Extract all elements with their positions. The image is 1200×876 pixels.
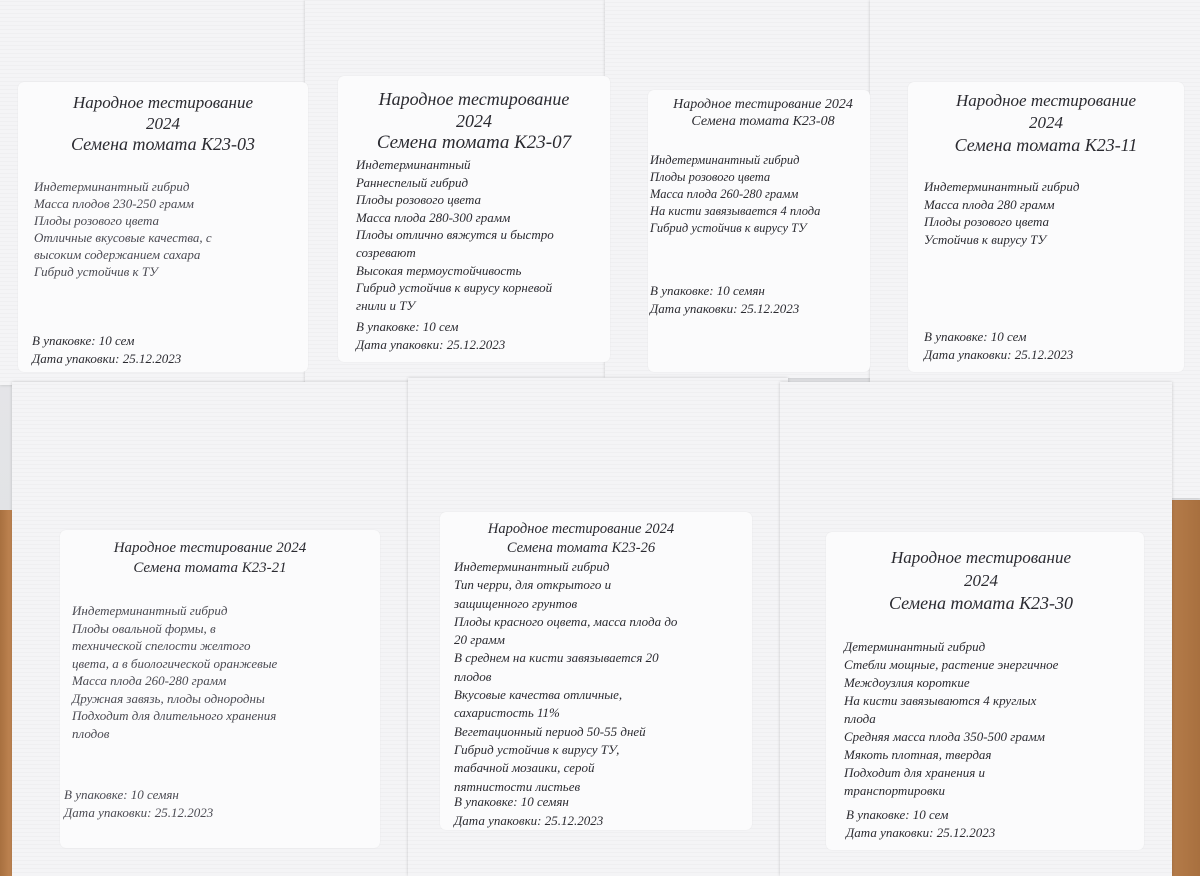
label-description — [356, 156, 554, 314]
package-date: Дата упаковки: 25.12.2023 — [846, 825, 996, 840]
package-date: Дата упаковки: 25.12.2023 — [32, 351, 182, 366]
label-title — [18, 92, 308, 155]
description-line: транспортировки — [844, 783, 946, 798]
description-line: Плоды розового цвета — [924, 214, 1049, 229]
description-line: В среднем на кисти завязывается 20 — [454, 650, 659, 666]
label-footer — [650, 282, 799, 318]
description-line: пятнистости листьев — [454, 778, 581, 794]
label-title — [826, 546, 1136, 615]
description-line: Масса плода 280 грамм — [924, 196, 1055, 212]
description-line: Плоды красного оцвета, масса плода до — [454, 613, 678, 629]
package-count: В упаковке: 10 семян — [650, 283, 765, 298]
package-count: В упаковке: 10 семян — [454, 794, 569, 809]
title-line: Народное тестирование — [890, 548, 1072, 567]
label-description — [844, 638, 1058, 800]
title-line: Семена томата К23-03 — [70, 134, 256, 154]
package-count: В упаковке: 10 сем — [924, 329, 1027, 344]
label-description — [454, 558, 677, 796]
package-date: Дата упаковки: 25.12.2023 — [64, 805, 214, 820]
description-line: Масса плода 260-280 грамм — [72, 673, 227, 688]
title-line: 2024 — [964, 571, 998, 590]
description-line: Высокая термоустойчивость — [356, 262, 522, 278]
label-footer — [846, 806, 995, 842]
description-line: защищенного грунтов — [454, 595, 578, 611]
title-line: Семена томата К23-26 — [506, 540, 656, 556]
title-line: 2024 — [146, 114, 180, 133]
description-line: На кисти завязывается 4 плода — [650, 204, 821, 218]
description-line: Гибрид устойчив к вирусу ТУ — [650, 221, 807, 235]
description-line: Плоды отлично вяжутся и быстро — [356, 227, 554, 243]
description-line: Мякоть плотная, твердая — [844, 747, 992, 762]
package-date: Дата упаковки: 25.12.2023 — [924, 347, 1074, 362]
description-line: Индетерминантный гибрид — [454, 559, 610, 574]
description-line: Вегетационный период 50-55 дней — [454, 723, 646, 739]
description-line: Гибрид устойчив к вирусу ТУ, — [454, 741, 620, 757]
description-line: Подходит для хранения и — [844, 765, 986, 780]
title-line: Семена томата К23-30 — [888, 593, 1074, 613]
description-line: На кисти завязываются 4 круглых — [844, 693, 1037, 708]
package-date: Дата упаковки: 25.12.2023 — [356, 337, 506, 352]
description-line: Тип черри, для открытого и — [454, 577, 612, 593]
title-line: Семена томата К23-21 — [133, 560, 287, 576]
label-description — [924, 178, 1079, 248]
description-line: Гибрид устойчив к ТУ — [34, 264, 158, 279]
package-date: Дата упаковки: 25.12.2023 — [650, 301, 800, 316]
title-line: 2024 — [1029, 113, 1063, 132]
label-description — [650, 152, 820, 237]
description-line: табачной мозаики, серой — [454, 760, 595, 776]
package-count: В упаковке: 10 сем — [32, 333, 135, 348]
description-line: созревают — [356, 244, 416, 260]
description-line: плода — [844, 711, 876, 726]
description-line: цвета, а в биологической оранжевые — [72, 655, 278, 671]
seed-label-k23-07 — [338, 76, 610, 362]
label-title — [338, 88, 610, 154]
description-line: плодов — [454, 668, 492, 684]
seed-label-k23-21 — [60, 530, 380, 848]
description-line: Индетерминантный гибрид — [34, 179, 190, 194]
label-title — [648, 96, 878, 130]
title-line: Народное тестирование — [955, 91, 1137, 110]
seed-label-k23-30 — [826, 532, 1144, 850]
description-line: Масса плодов 230-250 грамм — [34, 196, 194, 211]
description-line: сахаристость 11% — [454, 705, 560, 721]
description-line: высоким содержанием сахара — [34, 247, 201, 262]
description-line: Масса плода 260-280 грамм — [650, 187, 799, 201]
label-footer — [924, 328, 1073, 364]
description-line: Вкусовые качества отличные, — [454, 687, 623, 703]
title-line: Народное тестирование 2024 — [487, 521, 675, 537]
package-count: В упаковке: 10 сем — [846, 807, 949, 822]
title-line: Семена томата К23-08 — [691, 114, 835, 129]
description-line: Индетерминантный — [356, 157, 471, 172]
seed-label-k23-03 — [18, 82, 308, 372]
description-line: плодов — [72, 725, 110, 741]
label-title — [440, 520, 722, 558]
package-date: Дата упаковки: 25.12.2023 — [454, 813, 604, 828]
description-line: Детерминантный гибрид — [844, 639, 986, 654]
description-line: Междоузлия короткие — [844, 675, 970, 690]
title-line: 2024 — [456, 111, 492, 131]
seed-label-k23-08 — [648, 90, 870, 372]
label-footer — [32, 332, 181, 368]
label-description — [72, 602, 277, 742]
title-line: Народное тестирование 2024 — [673, 97, 853, 112]
title-line: Семена томата К23-07 — [376, 132, 572, 153]
description-line: Индетерминантный гибрид — [72, 603, 228, 618]
description-line: Дружная завязь, плоды однородны — [72, 690, 265, 706]
label-footer — [64, 786, 213, 822]
package-count: В упаковке: 10 сем — [356, 319, 459, 334]
description-line: Гибрид устойчив к вирусу корневой — [356, 280, 553, 296]
seed-label-k23-11 — [908, 82, 1184, 372]
description-line: Средняя масса плода 350-500 грамм — [844, 729, 1045, 744]
seed-label-k23-26 — [440, 512, 752, 830]
title-line: Народное тестирование 2024 — [113, 540, 307, 556]
description-line: Отличные вкусовые качества, с — [34, 230, 212, 245]
title-line: Народное тестирование — [378, 89, 570, 109]
description-line: Плоды розового цвета — [650, 170, 771, 184]
label-description — [34, 178, 212, 280]
description-line: Стебли мощные, растение энергичное — [844, 657, 1059, 672]
description-line: Плоды овальной формы, в — [72, 620, 216, 636]
description-line: Плоды розового цвета — [356, 192, 481, 208]
description-line: 20 грамм — [454, 632, 505, 648]
description-line: Индетерминантный гибрид — [924, 179, 1080, 194]
description-line: Масса плода 280-300 грамм — [356, 209, 511, 225]
description-line: технической спелости желтого — [72, 638, 251, 653]
title-line: Народное тестирование — [72, 93, 254, 112]
description-line: Подходит для длительного хранения — [72, 708, 277, 723]
label-title — [908, 90, 1184, 156]
description-line: Раннеспелый гибрид — [356, 174, 469, 190]
description-line: Устойчив к вирусу ТУ — [924, 231, 1047, 247]
description-line: гнили и ТУ — [356, 297, 416, 313]
label-title — [60, 538, 360, 578]
title-line: Семена томата К23-11 — [954, 135, 1138, 155]
description-line: Индетерминантный гибрид — [650, 153, 800, 167]
package-count: В упаковке: 10 семян — [64, 787, 179, 802]
label-footer — [454, 792, 603, 830]
description-line: Плоды розового цвета — [34, 213, 159, 228]
label-footer — [356, 318, 505, 354]
